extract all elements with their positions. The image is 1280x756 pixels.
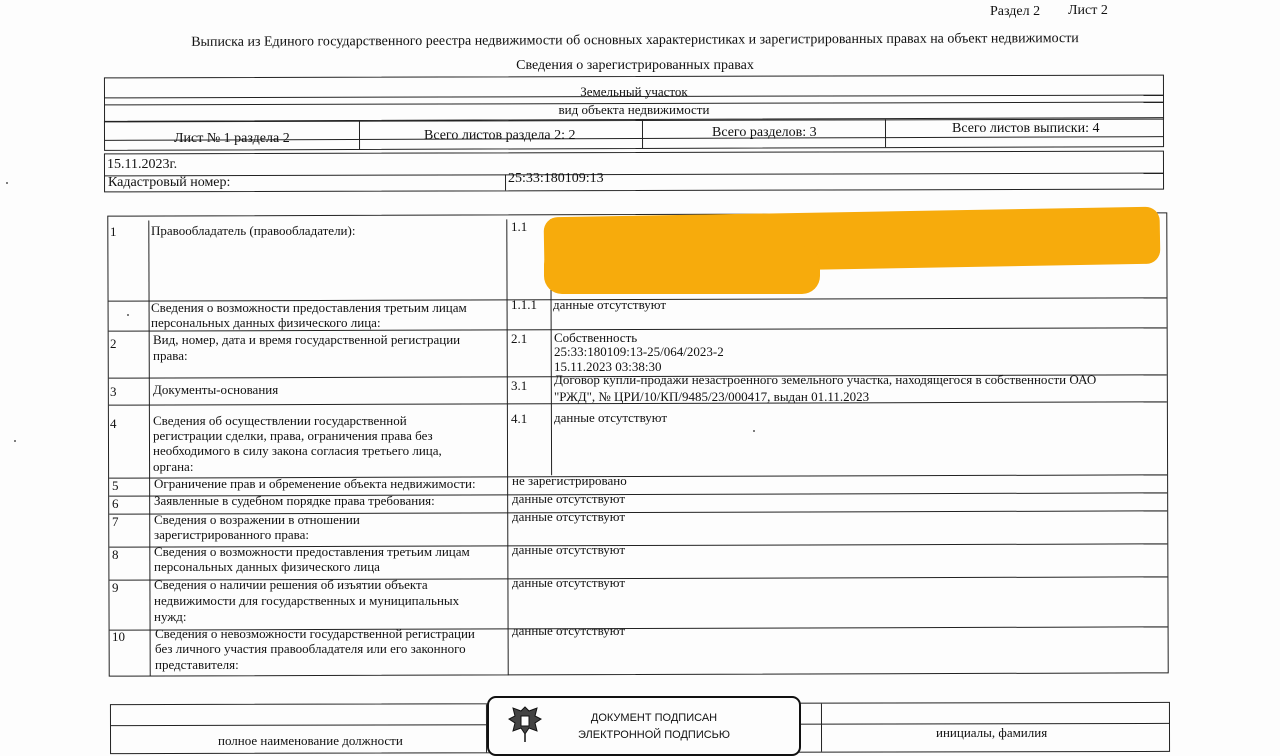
row-value-3-a: Договор купли-продажи незастроенного земельного участка, находящегося в собственности ОАО: [554, 372, 1097, 387]
row-sub-3: 3.1: [511, 378, 528, 393]
row-label-1-1-1-b: персональных данных физического лица:: [151, 315, 381, 330]
row-value-3-b: "РЖД", № ЦРИ/10/КП/9485/23/000417, выдан 01.11.2023: [554, 389, 870, 404]
row-num-2: 2: [110, 336, 117, 351]
row-value-2-b: 25:33:180109:13-25/064/2023-2: [554, 344, 724, 359]
row-label-2-a: Вид, номер, дата и время государственной регистрации: [153, 332, 461, 347]
row-num-5: 5: [112, 478, 119, 493]
coat-of-arms-icon: [507, 704, 543, 744]
initials-label: инициалы, фамилия: [936, 725, 1048, 740]
row-value-6: данные отсутствуют: [512, 491, 626, 506]
total-sections: Всего разделов: 3: [712, 125, 817, 140]
scan-speck: [14, 440, 16, 442]
row-label-3: Документы-основания: [153, 382, 279, 397]
row-value-4: данные отсутствуют: [554, 410, 668, 425]
sheet-number: Лист № 1 раздела 2: [174, 131, 290, 146]
row-label-10-c: представителя:: [155, 657, 239, 672]
row-num-8: 8: [112, 547, 119, 562]
section-label: Раздел 2: [990, 4, 1041, 19]
row-value-5: не зарегистрировано: [512, 473, 627, 488]
document-title: Выписка из Единого государственного реестра недвижимости об основных характеристиках и зарегистрированных правах на объект недвижимости: [191, 31, 1079, 50]
row-label-1-1-1-a: Сведения о возможности предоставления третьим лицам: [151, 300, 467, 315]
row-value-2-a: Собственность: [554, 330, 638, 345]
row-num-4: 4: [110, 416, 117, 431]
row-label-10-b: без личного участия правообладателя или его законного: [155, 641, 466, 656]
date-cadastral-box: [104, 151, 1164, 193]
row-label-7-b: зарегистрированного права:: [154, 527, 310, 542]
row-label-6: Заявленные в судебном порядке права требования:: [154, 493, 435, 508]
row-sub-1-1-1: 1.1.1: [511, 297, 537, 312]
redacted-owner-2: [544, 246, 820, 294]
row-num-9: 9: [112, 580, 119, 595]
row-num-3: 3: [110, 384, 117, 399]
row-value-9: данные отсутствуют: [512, 575, 626, 590]
row-num-10: 10: [112, 629, 125, 644]
total-sheets-section: Всего листов раздела 2: 2: [424, 128, 576, 143]
row-label-7-a: Сведения о возражении в отношении: [154, 512, 360, 527]
position-label: полное наименование должности: [218, 733, 403, 748]
row-label-4-a: Сведения об осуществлении государственной: [153, 413, 407, 428]
object-type-caption: вид объекта недвижимости: [558, 102, 710, 117]
electronic-signature-stamp: [487, 696, 801, 756]
stamp-line-2: ЭЛЕКТРОННОЙ ПОДПИСЬЮ: [577, 729, 731, 741]
row-sub-2: 2.1: [511, 331, 528, 346]
row-num-1: 1: [110, 224, 117, 239]
row-num-6: 6: [112, 496, 119, 511]
row-value-8: данные отсутствуют: [512, 542, 626, 557]
row-value-2-c: 15.11.2023 03:38:30: [554, 359, 662, 374]
total-sheets-extract: Всего листов выписки: 4: [952, 121, 1100, 136]
stamp-line-1: ДОКУМЕНТ ПОДПИСАН: [590, 712, 718, 724]
row-label-1: Правообладатель (правообладатели):: [151, 223, 356, 238]
cadastral-number: 25:33:180109:13: [508, 171, 604, 186]
row-sub-1: 1.1: [511, 219, 528, 234]
scan-speck: [6, 182, 8, 184]
row-label-8-b: персональных данных физического лица: [154, 559, 380, 574]
scan-speck: [127, 314, 129, 316]
row-value-1-1-1: данные отсутствуют: [553, 297, 667, 312]
sheet-label: Лист 2: [1068, 3, 1108, 18]
row-label-4-c: необходимого в силу закона согласия третьего лица,: [153, 443, 442, 458]
cadastral-label: Кадастровый номер:: [108, 175, 231, 190]
scan-speck: [753, 430, 755, 432]
row-label-9-a: Сведения о наличии решения об изъятии объекта: [154, 577, 428, 592]
row-label-9-b: недвижимости для государственных и муниципальных: [154, 593, 460, 608]
row-label-9-c: нужд:: [154, 609, 187, 624]
row-value-7: данные отсутствуют: [512, 509, 626, 524]
row-label-5: Ограничение прав и обременение объекта недвижимости:: [154, 476, 476, 491]
row-label-2-b: права:: [153, 348, 188, 363]
row-label-8-a: Сведения о возможности предоставления третьим лицам: [154, 544, 470, 559]
object-type-value: Земельный участок: [580, 84, 688, 99]
row-label-4-b: регистрации сделки, права, ограничения права без: [153, 428, 433, 443]
row-sub-4: 4.1: [511, 411, 528, 426]
row-label-10-a: Сведения о невозможности государственной регистрации: [155, 626, 475, 641]
row-num-7: 7: [112, 514, 119, 529]
extract-date: 15.11.2023г.: [107, 157, 178, 172]
row-label-4-d: органа:: [153, 459, 194, 474]
row-value-10: данные отсутствуют: [512, 623, 626, 638]
document-subtitle: Сведения о зарегистрированных правах: [516, 58, 754, 73]
